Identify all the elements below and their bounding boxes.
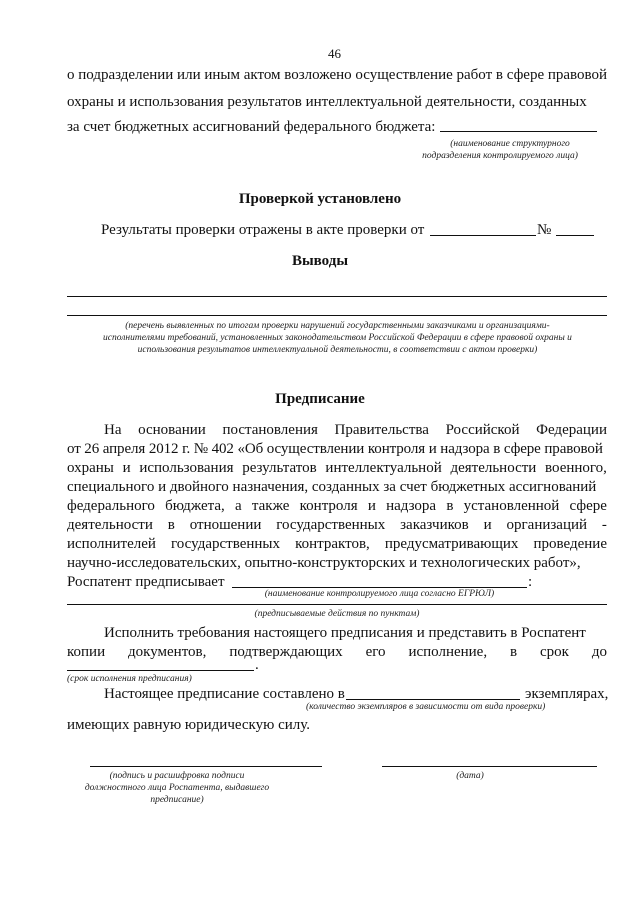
word: заказчиков bbox=[400, 517, 469, 533]
conclusions-note-1: (перечень выявленных по итогам проверки нарушений государственными заказчиками и организациями- bbox=[125, 321, 550, 331]
signature-note-1: (подпись и расшифровка подписи bbox=[109, 771, 245, 781]
copies-blank bbox=[346, 699, 520, 700]
intro-line-2: охраны и использования результатов интеллектуальной деятельности, созданных bbox=[67, 94, 587, 110]
word: в bbox=[510, 644, 518, 660]
word: исполнение, bbox=[408, 644, 488, 660]
word: использования bbox=[139, 460, 234, 476]
word: военного, bbox=[545, 460, 607, 476]
word: деятельности bbox=[67, 517, 153, 533]
order-heading: Предписание bbox=[275, 391, 365, 407]
fulfil-line-2 bbox=[67, 643, 607, 661]
word: и bbox=[122, 460, 131, 476]
conclusions-line-2 bbox=[67, 315, 607, 316]
fulfil-line-1: Исполнить требования настоящего предписания и представить в Роспатент bbox=[104, 625, 586, 641]
order-line-9: Роспатент предписывает bbox=[67, 574, 225, 590]
word: предусматривающих bbox=[384, 536, 519, 552]
order-line-2: от 26 апреля 2012 г. № 402 «Об осуществлении контроля и надзора в сфере правовой bbox=[67, 441, 603, 457]
word: в bbox=[446, 498, 454, 514]
signature-note-2: должностного лица Роспатента, выдавшего bbox=[84, 783, 270, 793]
word: установленной bbox=[463, 498, 560, 514]
structural-unit-note-2: подразделения контролируемого лица) bbox=[422, 151, 578, 161]
word: его bbox=[365, 644, 386, 660]
word: Федерации bbox=[536, 422, 607, 438]
word: копии bbox=[67, 644, 106, 660]
copies-note: (количество экземпляров в зависимости от вида проверки) bbox=[306, 702, 546, 712]
date-note: (дата) bbox=[456, 771, 484, 781]
word: деятельности bbox=[450, 460, 537, 476]
word: постановления bbox=[222, 422, 318, 438]
word: Российской bbox=[445, 422, 520, 438]
word: срок bbox=[540, 644, 569, 660]
word: контрактов, bbox=[295, 536, 370, 552]
word: надзора bbox=[386, 498, 437, 514]
number-sign: № bbox=[537, 222, 552, 238]
word: сфере bbox=[569, 498, 607, 514]
word: проведение bbox=[533, 536, 607, 552]
page-number: 46 bbox=[328, 46, 341, 61]
structural-unit-blank bbox=[440, 131, 597, 132]
word: документов, bbox=[128, 644, 207, 660]
word: подтверждающих bbox=[229, 644, 343, 660]
date-blank bbox=[382, 766, 597, 767]
conclusions-note-3: использования результатов интеллектуальной деятельности, в соответствии с актом проверки) bbox=[137, 345, 538, 355]
act-date-blank bbox=[430, 235, 536, 236]
word: результатов bbox=[242, 460, 317, 476]
structural-unit-note-1: (наименование структурного bbox=[450, 139, 570, 149]
word: также bbox=[251, 498, 290, 514]
order-line-5 bbox=[67, 497, 607, 515]
signature-blank bbox=[90, 766, 322, 767]
actions-note: (предписываемые действия по пунктам) bbox=[254, 609, 420, 619]
intro-line-3: за счет бюджетных ассигнований федерального бюджета: bbox=[67, 119, 436, 135]
check-heading: Проверкой установлено bbox=[238, 191, 402, 207]
intro-line-1: о подразделении или иным актом возложено осуществление работ в сфере правовой bbox=[67, 67, 608, 83]
order-line-8: научно-исследовательских, опытно-конструкторских и технологических работ», bbox=[67, 555, 581, 571]
copies-end: экземплярах, bbox=[525, 686, 609, 702]
word: государственных bbox=[276, 517, 386, 533]
term-blank bbox=[67, 670, 254, 671]
conclusions-note-2: исполнителями требований, установленных законодательством Российской Федерации в сфере правовой охраны и bbox=[103, 333, 572, 343]
word: На bbox=[104, 422, 122, 438]
conclusions-line-1 bbox=[67, 296, 607, 297]
word: а bbox=[235, 498, 242, 514]
signature-note-3: предписание) bbox=[150, 795, 204, 805]
word: федерального bbox=[67, 498, 155, 514]
order-line-1 bbox=[104, 421, 607, 439]
word: контроля bbox=[299, 498, 358, 514]
word: Правительства bbox=[334, 422, 429, 438]
term-note: (срок исполнения предписания) bbox=[67, 674, 192, 684]
check-results-text: Результаты проверки отражены в акте проверки от bbox=[101, 222, 425, 238]
entity-note: (наименование контролируемого лица согласно ЕГРЮЛ) bbox=[264, 589, 495, 599]
word: - bbox=[601, 517, 607, 533]
word: исполнителей bbox=[67, 536, 156, 552]
word: и bbox=[367, 498, 376, 514]
word: до bbox=[591, 644, 607, 660]
word: охраны bbox=[67, 460, 114, 476]
word: интеллектуальной bbox=[325, 460, 442, 476]
word: и bbox=[483, 517, 492, 533]
term-dot: . bbox=[255, 657, 259, 673]
conclusions-heading: Выводы bbox=[291, 253, 349, 269]
word: бюджета, bbox=[165, 498, 225, 514]
order-line-3 bbox=[67, 459, 607, 477]
colon: : bbox=[528, 574, 533, 590]
act-number-blank bbox=[556, 235, 594, 236]
word: в bbox=[167, 517, 175, 533]
copies-text: Настоящее предписание составлено в bbox=[104, 686, 345, 702]
order-line-4: специального и двойного назначения, созданных за счет бюджетных ассигнований bbox=[67, 479, 597, 495]
legal-force-text: имеющих равную юридическую силу. bbox=[67, 717, 311, 733]
order-line-6 bbox=[67, 516, 607, 534]
order-line-7 bbox=[67, 535, 607, 553]
word: основании bbox=[138, 422, 206, 438]
word: организаций bbox=[506, 517, 588, 533]
actions-blank bbox=[67, 604, 607, 605]
word: государственных bbox=[171, 536, 280, 552]
word: отношении bbox=[189, 517, 262, 533]
